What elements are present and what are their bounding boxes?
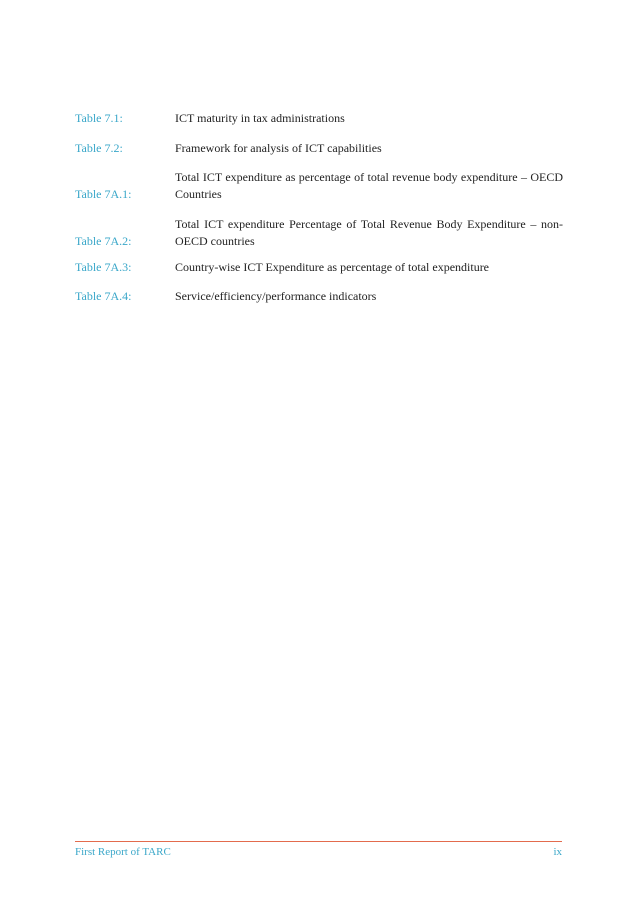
toc-entry-title: ICT maturity in tax administrations bbox=[175, 111, 345, 125]
toc-entry-title: Total ICT expenditure Percentage of Total Revenue Body Expenditure – non-OECD countries bbox=[175, 217, 563, 248]
toc-entry-table-7a-1 bbox=[75, 169, 563, 203]
toc-entry-table-7a-4 bbox=[75, 288, 563, 305]
toc-entry-label: Table 7A.4: bbox=[75, 289, 132, 303]
footer-divider bbox=[75, 841, 562, 842]
toc-entry-label: Table 7A.3: bbox=[75, 260, 132, 274]
toc-entry-label: Table 7.1: bbox=[75, 111, 123, 125]
toc-entry-title: Service/efficiency/performance indicators bbox=[175, 289, 377, 303]
toc-entry-title: Framework for analysis of ICT capabilities bbox=[175, 141, 382, 155]
toc-entry-label: Table 7A.2: bbox=[75, 234, 132, 248]
toc-entry-table-7a-2 bbox=[75, 216, 563, 250]
footer-page-number: ix bbox=[553, 846, 562, 858]
footer-report-title: First Report of TARC bbox=[75, 846, 171, 858]
toc-entry-table-7a-3 bbox=[75, 259, 563, 276]
toc-entry-label: Table 7A.1: bbox=[75, 187, 132, 201]
toc-entry-label: Table 7.2: bbox=[75, 141, 123, 155]
toc-entry-title: Total ICT expenditure as percentage of total revenue body expenditure – OECD Countries bbox=[175, 170, 563, 201]
toc-entry-table-7-2 bbox=[75, 140, 563, 157]
toc-entry-table-7-1 bbox=[75, 110, 563, 127]
toc-entry-title: Country-wise ICT Expenditure as percentage of total expenditure bbox=[175, 260, 490, 274]
